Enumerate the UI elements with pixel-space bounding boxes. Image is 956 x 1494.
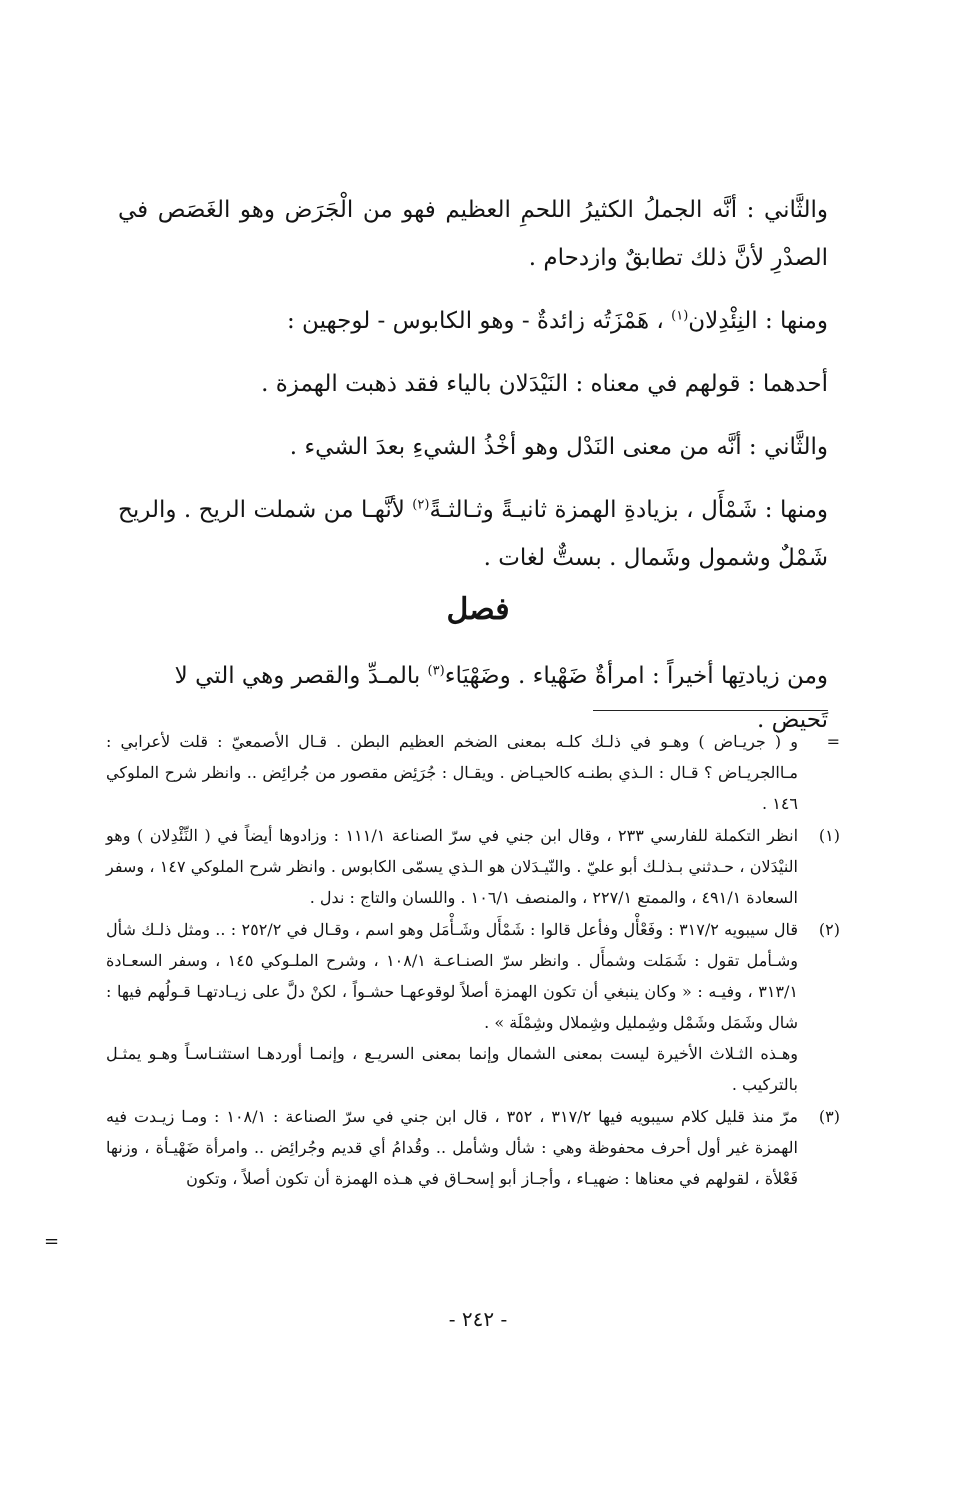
footnote-2: [106, 914, 844, 1100]
main-text: [118, 186, 828, 598]
footnote-3-text: [106, 1101, 798, 1194]
footnote-3-paragraph: مرّ منذ قليل كلام سيبويه فيها ٣١٧/٢ ، ٣٥٢ ، قال ابن جني في سرّ الصناعة : ١٠٨/١ : ومـا زيـدت فيه الهمزة غير أول أحرف محفوظة وهي : شأل وشأمل .. وقُدامُ أي قديم وجُرائِض .. وامرأة ضَهْيـأة ، وزنها فَعْلأة ، لقولهم في معناها : ضهيـاء ، وأجـاز أبو إسحـاق في هـذه الهمزة أن تكون أصلاً ، وتكون: [106, 1107, 798, 1188]
footnote-continuation-text: و ( جريـاض ) وهـو في ذلـك كلـه بمعنى الضخم العظيم البطن . قـال الأصمعيّ : قلت لأعرابي : مـاالجريـاض ؟ قـال : الـذي بطنـه كالحيـاض . ويقـال : جُرَئِض مقصور من جُرائِض .. وانظر شرح الملوكي ١٤٦ .: [106, 732, 798, 813]
section-text-start: ومن زيادتِها أخيراً : امرأةٌ ضَهْياء . وضَهْيَاء: [444, 663, 828, 689]
paragraph-thani-nadl: والثَّاني : أنَّه من معنى النَدْل وهو أخْذُ الشيءِ بعدَ الشيء .: [289, 434, 828, 460]
footnote-2-text: [106, 914, 798, 1100]
trailing-continuation-mark: =: [44, 1231, 60, 1252]
footnote-3-mark: (٣): [818, 1107, 840, 1126]
footnote-1-mark: (١): [818, 826, 840, 845]
footnote-2-mark: (٢): [818, 920, 840, 939]
footnotes: [106, 726, 844, 1195]
footnote-3: [106, 1101, 844, 1194]
nidlan-text-start: ومنها : النِئْدِلان: [688, 308, 828, 334]
paragraph-shamal: [118, 486, 828, 582]
footnote-1-paragraph: انظر التكملة للفارسي ٢٣٣ ، وقال ابن جني في سرّ الصناعة ١١١/١ : وزادوها أيضاً في ( النِّئْدِلان ) وهو النيْدَلان ، حـدثني بـذلـك أبو عليّ . والنّيـدَلان هو الـذي يسمّى الكابوس . وانظر شرح الملوكي ١٤٧ ، وسفر السعادة ٤٩١/١ ، والممتع ٢٢٧/١ ، والمنصف ١٠٦/١ . واللسان والتاج : ندل .: [106, 826, 799, 907]
footnote-separator: [593, 710, 828, 711]
nidlan-text-end: ، هَمْزَتُه زائدةٌ - وهو الكابوس - لوجهين :: [287, 308, 672, 334]
paragraph-thani-jamal: والثَّاني : أنَّه الجملُ الكثيرُ اللحمِ العظيم فهو من الْجَرَض وهو الغَصَص في الصدْرِ لأنَّ ذلك تطابقٌ وازدحام .: [118, 197, 828, 271]
footnote-ref-1[interactable]: (١): [671, 308, 689, 324]
footnote-continuation: [106, 726, 844, 819]
footnote-1-text: [106, 820, 798, 913]
section-text-end: بالمـدِّ والقصر وهي التي لا تَحيض .: [174, 663, 828, 733]
footnote-2-paragraph: وهـذه الثـلاث الأخيرة ليست بمعنى الشمال وإنما بمعنى السريـع ، وإنمـا أوردهـا استثنـاسـاً وهـو يمثـل بالتركيب .: [106, 1044, 798, 1094]
footnote-1: [106, 820, 844, 913]
paragraph-nidlan: [118, 297, 828, 345]
shamal-text-start: ومنها : شَمْأَل ، بزيادةِ الهمزة ثانيـةً وثـالثـةً: [429, 497, 828, 523]
footnote-ref-3[interactable]: (٣): [427, 663, 445, 679]
page-number: - ٢٤٢ -: [448, 1307, 508, 1331]
footnote-2-paragraph: قال سيبويه ٣١٧/٢ : وفَعْأْل وفأعل قالوا : شَمْأَل وشَـأْمَل وهو اسم ، وقـال في ٢٥٢/٢ : .. ومثل ذلـك شأل وشـأمل تقول : شَمَلت وشمأَل . وانظر سرّ الصنـاعـة ١٠٨/١ ، وشرح الملـوكي ١٤٥ ، وسفر السعـادة ٣١٣/١ ، وفيـه : « وكان ينبغي أن تكون الهمزة أصلاً لوقوعهـا حشـواً ، لكنْ دلَّ على زيـادتهـا قـولُهم فيها : شال وشَمَل وشَمْل وشِمليل وشِملال وشِمْلَة » .: [106, 920, 799, 1032]
shamal-text-end: لأنَّهـا من شملت الريح . والريح شَمْلٌ وشمول وشَمال . بستٌّ لغات .: [118, 497, 828, 571]
paragraph-ahaduhuma: أحدهما : قولهم في معناه : النَيْدَلان بالياء فقد ذهبت الهمزة .: [261, 371, 828, 397]
continuation-mark: =: [826, 732, 840, 751]
section-heading: فصل: [446, 592, 510, 627]
footnote-ref-2[interactable]: (٢): [412, 497, 430, 513]
